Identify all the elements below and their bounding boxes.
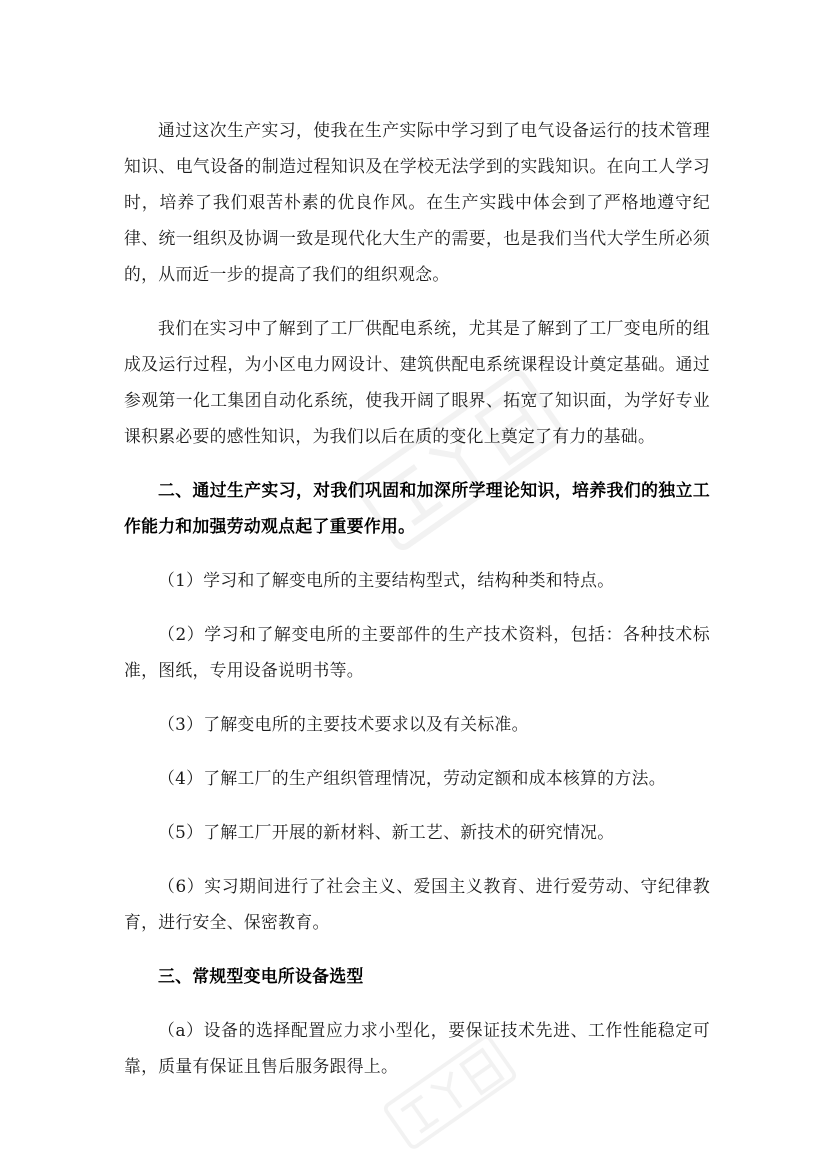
section-heading-2: 二、通过生产实习，对我们巩固和加深所学理论知识，培养我们的独立工作能力和加强劳动观点起了重要作用。	[124, 480, 710, 536]
list-item-a: （a）设备的选择配置应力求小型化，要保证技术先进、工作性能稳定可靠，质量有保证且售后服务跟得上。	[124, 1020, 710, 1076]
section-heading-3: 三、常规型变电所设备选型	[158, 966, 364, 986]
list-item-6: （6）实习期间进行了社会主义、爱国主义教育、进行爱劳动、守纪律教育，进行安全、保密教育。	[124, 876, 710, 932]
list-item-4: （4）了解工厂的生产组织管理情况，劳动定额和成本核算的方法。	[158, 768, 666, 788]
paragraph-power-system: 我们在实习中了解到了工厂供配电系统，尤其是了解到了工厂变电所的组成及运行过程，为小区电力网设计、建筑供配电系统课程设计奠定基础。通过参观第一化工集团自动化系统，使我开阔了眼界、拓宽了知识面，为学好专业课积累必要的感性知识，为我们以后在质的变化上奠定了有力的基础。	[124, 318, 710, 446]
document-body	[124, 112, 710, 1102]
paragraph-internship-gains: 通过这次生产实习，使我在生产实际中学习到了电气设备运行的技术管理知识、电气设备的制造过程知识及在学校无法学到的实践知识。在向工人学习时，培养了我们艰苦朴素的优良作风。在生产实践中体会到了严格地遵守纪律、统一组织及协调一致是现代化大生产的需要，也是我们当代大学生所必须的，从而近一步的提高了我们的组织观念。	[124, 120, 710, 284]
list-item-5: （5）了解工厂开展的新材料、新工艺、新技术的研究情况。	[158, 822, 615, 842]
list-item-2: （2）学习和了解变电所的主要部件的生产技术资料，包括：各种技术标准，图纸，专用设备说明书等。	[124, 624, 710, 680]
list-item-3: （3）了解变电所的主要技术要求以及有关标准。	[158, 714, 529, 734]
list-item-1: （1）学习和了解变电所的主要结构型式，结构种类和特点。	[158, 570, 615, 590]
